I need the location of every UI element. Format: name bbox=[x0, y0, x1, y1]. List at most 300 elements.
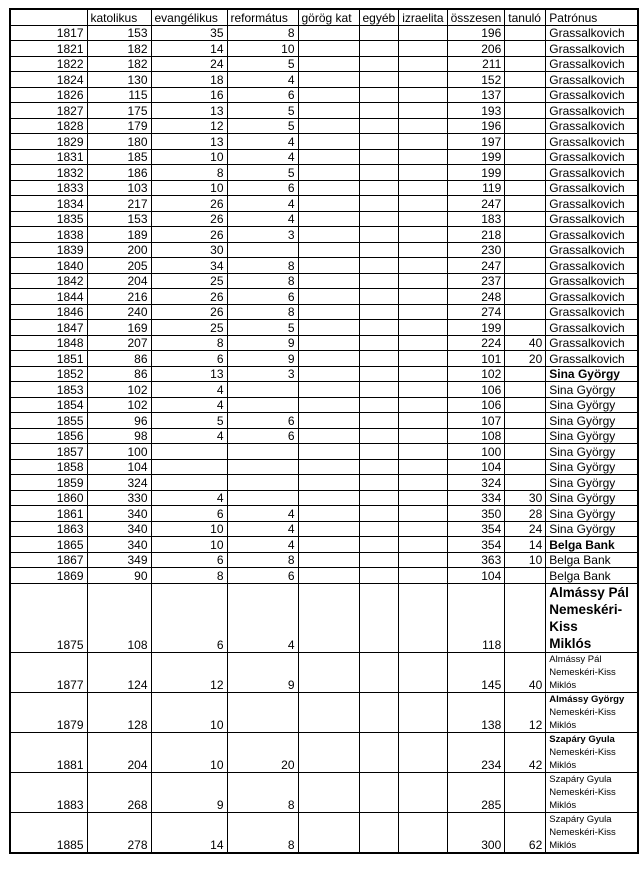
total-cell: 218 bbox=[447, 227, 505, 243]
greek-catholic-cell bbox=[298, 56, 359, 72]
israelite-cell bbox=[399, 692, 447, 732]
catholic-cell: 102 bbox=[87, 397, 151, 413]
students-cell bbox=[505, 72, 546, 88]
total-cell: 197 bbox=[447, 134, 505, 150]
total-cell: 108 bbox=[447, 428, 505, 444]
israelite-cell bbox=[399, 196, 447, 212]
other-cell bbox=[359, 118, 399, 134]
patron-cell bbox=[546, 506, 638, 522]
greek-catholic-cell bbox=[298, 335, 359, 351]
israelite-cell bbox=[399, 652, 447, 692]
greek-catholic-cell bbox=[298, 25, 359, 41]
reformed-cell: 9 bbox=[227, 652, 298, 692]
reformed-cell: 20 bbox=[227, 732, 298, 772]
table-row bbox=[10, 812, 638, 853]
israelite-cell bbox=[399, 772, 447, 812]
students-cell bbox=[505, 196, 546, 212]
total-cell: 206 bbox=[447, 41, 505, 57]
table-row bbox=[10, 165, 638, 181]
patron-line: Belga Bank bbox=[549, 537, 615, 552]
greek-catholic-cell bbox=[298, 196, 359, 212]
israelite-cell bbox=[399, 475, 447, 491]
greek-catholic-cell bbox=[298, 552, 359, 568]
evangelical-cell: 6 bbox=[151, 552, 227, 568]
patron-line: Szapáry Gyula bbox=[549, 813, 612, 825]
students-cell bbox=[505, 211, 546, 227]
greek-catholic-cell bbox=[298, 382, 359, 398]
students-cell: 40 bbox=[505, 652, 546, 692]
catholic-cell: 124 bbox=[87, 652, 151, 692]
students-cell bbox=[505, 165, 546, 181]
catholic-cell: 104 bbox=[87, 459, 151, 475]
catholic-cell: 179 bbox=[87, 118, 151, 134]
total-cell: 248 bbox=[447, 289, 505, 305]
reformed-cell: 4 bbox=[227, 211, 298, 227]
israelite-cell bbox=[399, 428, 447, 444]
table-row bbox=[10, 490, 638, 506]
total-cell: 199 bbox=[447, 165, 505, 181]
greek-catholic-cell bbox=[298, 397, 359, 413]
catholic-cell: 100 bbox=[87, 444, 151, 460]
israelite-cell bbox=[399, 490, 447, 506]
greek-catholic-cell bbox=[298, 732, 359, 772]
patron-cell bbox=[546, 583, 638, 652]
evangelical-cell: 6 bbox=[151, 583, 227, 652]
year-cell: 1821 bbox=[10, 41, 87, 57]
patron-line: Grassalkovich bbox=[549, 289, 625, 304]
evangelical-cell: 16 bbox=[151, 87, 227, 103]
patron-cell bbox=[546, 552, 638, 568]
students-cell bbox=[505, 320, 546, 336]
israelite-cell bbox=[399, 134, 447, 150]
israelite-cell bbox=[399, 87, 447, 103]
israelite-cell bbox=[399, 149, 447, 165]
evangelical-cell: 4 bbox=[151, 428, 227, 444]
catholic-cell: 96 bbox=[87, 413, 151, 429]
students-cell bbox=[505, 41, 546, 57]
israelite-cell bbox=[399, 56, 447, 72]
table-row bbox=[10, 521, 638, 537]
total-cell: 285 bbox=[447, 772, 505, 812]
israelite-cell bbox=[399, 732, 447, 772]
evangelical-cell: 25 bbox=[151, 320, 227, 336]
greek-catholic-cell bbox=[298, 227, 359, 243]
patron-line: Sina György bbox=[549, 522, 616, 536]
reformed-cell: 5 bbox=[227, 320, 298, 336]
evangelical-cell: 34 bbox=[151, 258, 227, 274]
year-cell: 1877 bbox=[10, 652, 87, 692]
greek-catholic-cell bbox=[298, 211, 359, 227]
reformed-cell: 4 bbox=[227, 134, 298, 150]
greek-catholic-cell bbox=[298, 87, 359, 103]
catholic-cell: 349 bbox=[87, 552, 151, 568]
header-catholic: katolikus bbox=[87, 9, 151, 25]
table-row bbox=[10, 475, 638, 491]
table-row bbox=[10, 41, 638, 57]
other-cell bbox=[359, 258, 399, 274]
catholic-cell: 153 bbox=[87, 25, 151, 41]
patron-line: Grassalkovich bbox=[549, 41, 625, 56]
students-cell: 10 bbox=[505, 552, 546, 568]
other-cell bbox=[359, 382, 399, 398]
header-total: összesen bbox=[447, 9, 505, 25]
patron-line: Grassalkovich bbox=[549, 165, 625, 180]
students-cell bbox=[505, 475, 546, 491]
catholic-cell: 103 bbox=[87, 180, 151, 196]
table-row bbox=[10, 103, 638, 119]
evangelical-cell: 13 bbox=[151, 366, 227, 382]
patron-cell bbox=[546, 475, 638, 491]
catholic-cell: 102 bbox=[87, 382, 151, 398]
total-cell: 334 bbox=[447, 490, 505, 506]
table-row bbox=[10, 242, 638, 258]
patron-line: Sina György bbox=[549, 429, 616, 443]
patron-cell bbox=[546, 72, 638, 88]
israelite-cell bbox=[399, 165, 447, 181]
other-cell bbox=[359, 335, 399, 351]
table-row bbox=[10, 692, 638, 732]
greek-catholic-cell bbox=[298, 428, 359, 444]
year-cell: 1863 bbox=[10, 521, 87, 537]
reformed-cell: 4 bbox=[227, 72, 298, 88]
reformed-cell bbox=[227, 242, 298, 258]
other-cell bbox=[359, 227, 399, 243]
israelite-cell bbox=[399, 258, 447, 274]
other-cell bbox=[359, 397, 399, 413]
patron-line: Grassalkovich bbox=[549, 243, 625, 257]
patron-cell bbox=[546, 41, 638, 57]
total-cell: 102 bbox=[447, 366, 505, 382]
reformed-cell bbox=[227, 475, 298, 491]
reformed-cell: 10 bbox=[227, 41, 298, 57]
patron-line: Nemeskéri-Kiss bbox=[549, 666, 616, 678]
total-cell: 101 bbox=[447, 351, 505, 367]
evangelical-cell: 26 bbox=[151, 227, 227, 243]
other-cell bbox=[359, 25, 399, 41]
israelite-cell bbox=[399, 72, 447, 88]
reformed-cell: 6 bbox=[227, 428, 298, 444]
total-cell: 152 bbox=[447, 72, 505, 88]
patron-line: Almássy Pál bbox=[549, 584, 629, 600]
israelite-cell bbox=[399, 812, 447, 853]
greek-catholic-cell bbox=[298, 521, 359, 537]
israelite-cell bbox=[399, 335, 447, 351]
reformed-cell: 4 bbox=[227, 196, 298, 212]
greek-catholic-cell bbox=[298, 490, 359, 506]
israelite-cell bbox=[399, 211, 447, 227]
patron-cell bbox=[546, 196, 638, 212]
israelite-cell bbox=[399, 273, 447, 289]
patron-cell bbox=[546, 56, 638, 72]
table-row bbox=[10, 382, 638, 398]
other-cell bbox=[359, 568, 399, 584]
patron-cell bbox=[546, 335, 638, 351]
other-cell bbox=[359, 506, 399, 522]
israelite-cell bbox=[399, 521, 447, 537]
evangelical-cell: 8 bbox=[151, 165, 227, 181]
evangelical-cell: 13 bbox=[151, 103, 227, 119]
students-cell: 14 bbox=[505, 537, 546, 553]
patron-line: Miklós bbox=[549, 759, 577, 771]
table-row bbox=[10, 413, 638, 429]
year-cell: 1853 bbox=[10, 382, 87, 398]
reformed-cell bbox=[227, 444, 298, 460]
evangelical-cell: 5 bbox=[151, 413, 227, 429]
patron-line: Grassalkovich bbox=[549, 134, 625, 149]
reformed-cell: 3 bbox=[227, 366, 298, 382]
evangelical-cell: 26 bbox=[151, 304, 227, 320]
patron-line: Grassalkovich bbox=[549, 258, 625, 273]
statistics-table bbox=[9, 8, 639, 854]
evangelical-cell: 4 bbox=[151, 490, 227, 506]
students-cell: 42 bbox=[505, 732, 546, 772]
israelite-cell bbox=[399, 552, 447, 568]
total-cell: 106 bbox=[447, 382, 505, 398]
patron-cell bbox=[546, 397, 638, 413]
students-cell bbox=[505, 258, 546, 274]
evangelical-cell: 4 bbox=[151, 397, 227, 413]
israelite-cell bbox=[399, 320, 447, 336]
patron-line: Grassalkovich bbox=[549, 320, 625, 335]
students-cell: 20 bbox=[505, 351, 546, 367]
greek-catholic-cell bbox=[298, 537, 359, 553]
year-cell: 1860 bbox=[10, 490, 87, 506]
total-cell: 183 bbox=[447, 211, 505, 227]
greek-catholic-cell bbox=[298, 258, 359, 274]
year-cell: 1879 bbox=[10, 692, 87, 732]
israelite-cell bbox=[399, 397, 447, 413]
israelite-cell bbox=[399, 304, 447, 320]
evangelical-cell: 10 bbox=[151, 692, 227, 732]
patron-line: Sina György bbox=[549, 475, 616, 490]
table-row bbox=[10, 583, 638, 652]
patron-line: Grassalkovich bbox=[549, 181, 625, 195]
reformed-cell: 6 bbox=[227, 87, 298, 103]
year-cell: 1827 bbox=[10, 103, 87, 119]
students-cell bbox=[505, 134, 546, 150]
greek-catholic-cell bbox=[298, 812, 359, 853]
reformed-cell: 8 bbox=[227, 25, 298, 41]
catholic-cell: 330 bbox=[87, 490, 151, 506]
israelite-cell bbox=[399, 366, 447, 382]
patron-cell bbox=[546, 180, 638, 196]
catholic-cell: 207 bbox=[87, 335, 151, 351]
patron-line: Grassalkovich bbox=[549, 305, 625, 319]
students-cell: 62 bbox=[505, 812, 546, 853]
evangelical-cell: 26 bbox=[151, 196, 227, 212]
reformed-cell: 6 bbox=[227, 413, 298, 429]
patron-line: Sina György bbox=[549, 382, 616, 397]
catholic-cell: 98 bbox=[87, 428, 151, 444]
catholic-cell: 108 bbox=[87, 583, 151, 652]
israelite-cell bbox=[399, 382, 447, 398]
table-row bbox=[10, 289, 638, 305]
patron-line: Nemeskéri-Kiss bbox=[549, 786, 616, 798]
evangelical-cell: 18 bbox=[151, 72, 227, 88]
students-cell bbox=[505, 772, 546, 812]
total-cell: 247 bbox=[447, 258, 505, 274]
greek-catholic-cell bbox=[298, 165, 359, 181]
reformed-cell bbox=[227, 490, 298, 506]
students-cell bbox=[505, 304, 546, 320]
other-cell bbox=[359, 134, 399, 150]
year-cell: 1858 bbox=[10, 459, 87, 475]
header-greek-catholic: görög kat bbox=[298, 9, 359, 25]
israelite-cell bbox=[399, 103, 447, 119]
evangelical-cell: 14 bbox=[151, 812, 227, 853]
table-row bbox=[10, 149, 638, 165]
patron-line: Kiss bbox=[549, 618, 578, 634]
year-cell: 1848 bbox=[10, 335, 87, 351]
reformed-cell: 4 bbox=[227, 521, 298, 537]
other-cell bbox=[359, 289, 399, 305]
catholic-cell: 128 bbox=[87, 692, 151, 732]
greek-catholic-cell bbox=[298, 72, 359, 88]
total-cell: 199 bbox=[447, 320, 505, 336]
year-cell: 1834 bbox=[10, 196, 87, 212]
patron-cell bbox=[546, 242, 638, 258]
evangelical-cell: 14 bbox=[151, 41, 227, 57]
patron-cell bbox=[546, 118, 638, 134]
evangelical-cell: 12 bbox=[151, 652, 227, 692]
students-cell bbox=[505, 382, 546, 398]
catholic-cell: 340 bbox=[87, 537, 151, 553]
evangelical-cell: 9 bbox=[151, 772, 227, 812]
greek-catholic-cell bbox=[298, 583, 359, 652]
patron-line: Sina György bbox=[549, 367, 620, 381]
reformed-cell: 9 bbox=[227, 351, 298, 367]
year-cell: 1867 bbox=[10, 552, 87, 568]
patron-line: Miklós bbox=[549, 635, 592, 651]
other-cell bbox=[359, 521, 399, 537]
students-cell bbox=[505, 428, 546, 444]
year-cell: 1824 bbox=[10, 72, 87, 88]
total-cell: 324 bbox=[447, 475, 505, 491]
patron-line: Sina György bbox=[549, 398, 616, 412]
table-row bbox=[10, 87, 638, 103]
table-row bbox=[10, 772, 638, 812]
patron-cell bbox=[546, 732, 638, 772]
patron-cell bbox=[546, 134, 638, 150]
patron-cell bbox=[546, 258, 638, 274]
patron-line: Grassalkovich bbox=[549, 103, 625, 118]
greek-catholic-cell bbox=[298, 366, 359, 382]
patron-cell bbox=[546, 273, 638, 289]
other-cell bbox=[359, 56, 399, 72]
patron-line: Grassalkovich bbox=[549, 351, 625, 366]
reformed-cell: 6 bbox=[227, 568, 298, 584]
table-row bbox=[10, 552, 638, 568]
year-cell: 1881 bbox=[10, 732, 87, 772]
patron-line: Grassalkovich bbox=[549, 57, 625, 71]
year-cell: 1842 bbox=[10, 273, 87, 289]
year-cell: 1861 bbox=[10, 506, 87, 522]
evangelical-cell: 24 bbox=[151, 56, 227, 72]
patron-line: Belga Bank bbox=[549, 553, 611, 567]
greek-catholic-cell bbox=[298, 351, 359, 367]
catholic-cell: 268 bbox=[87, 772, 151, 812]
catholic-cell: 180 bbox=[87, 134, 151, 150]
catholic-cell: 86 bbox=[87, 366, 151, 382]
total-cell: 354 bbox=[447, 537, 505, 553]
table-row bbox=[10, 351, 638, 367]
other-cell bbox=[359, 87, 399, 103]
students-cell bbox=[505, 273, 546, 289]
israelite-cell bbox=[399, 242, 447, 258]
evangelical-cell bbox=[151, 444, 227, 460]
reformed-cell bbox=[227, 692, 298, 732]
students-cell: 30 bbox=[505, 490, 546, 506]
table-row bbox=[10, 258, 638, 274]
total-cell: 224 bbox=[447, 335, 505, 351]
students-cell: 12 bbox=[505, 692, 546, 732]
total-cell: 247 bbox=[447, 196, 505, 212]
israelite-cell bbox=[399, 444, 447, 460]
evangelical-cell: 30 bbox=[151, 242, 227, 258]
greek-catholic-cell bbox=[298, 652, 359, 692]
greek-catholic-cell bbox=[298, 692, 359, 732]
year-cell: 1883 bbox=[10, 772, 87, 812]
students-cell bbox=[505, 87, 546, 103]
evangelical-cell: 10 bbox=[151, 537, 227, 553]
total-cell: 104 bbox=[447, 568, 505, 584]
patron-cell bbox=[546, 413, 638, 429]
catholic-cell: 278 bbox=[87, 812, 151, 853]
total-cell: 196 bbox=[447, 118, 505, 134]
reformed-cell bbox=[227, 397, 298, 413]
table-row bbox=[10, 366, 638, 382]
patron-line: Grassalkovich bbox=[549, 227, 625, 242]
other-cell bbox=[359, 459, 399, 475]
reformed-cell: 4 bbox=[227, 537, 298, 553]
other-cell bbox=[359, 812, 399, 853]
israelite-cell bbox=[399, 506, 447, 522]
catholic-cell: 169 bbox=[87, 320, 151, 336]
year-cell: 1828 bbox=[10, 118, 87, 134]
patron-line: Almássy György bbox=[549, 693, 625, 705]
other-cell bbox=[359, 583, 399, 652]
patron-cell bbox=[546, 211, 638, 227]
greek-catholic-cell bbox=[298, 149, 359, 165]
table-row bbox=[10, 397, 638, 413]
israelite-cell bbox=[399, 413, 447, 429]
catholic-cell: 340 bbox=[87, 521, 151, 537]
other-cell bbox=[359, 320, 399, 336]
students-cell: 40 bbox=[505, 335, 546, 351]
students-cell: 24 bbox=[505, 521, 546, 537]
israelite-cell bbox=[399, 459, 447, 475]
total-cell: 104 bbox=[447, 459, 505, 475]
evangelical-cell: 13 bbox=[151, 134, 227, 150]
patron-cell bbox=[546, 103, 638, 119]
reformed-cell: 4 bbox=[227, 149, 298, 165]
table-row bbox=[10, 227, 638, 243]
evangelical-cell: 35 bbox=[151, 25, 227, 41]
total-cell: 118 bbox=[447, 583, 505, 652]
reformed-cell bbox=[227, 459, 298, 475]
israelite-cell bbox=[399, 289, 447, 305]
catholic-cell: 90 bbox=[87, 568, 151, 584]
patron-line: Sina György bbox=[549, 413, 616, 428]
table-row bbox=[10, 537, 638, 553]
total-cell: 300 bbox=[447, 812, 505, 853]
catholic-cell: 186 bbox=[87, 165, 151, 181]
patron-cell bbox=[546, 772, 638, 812]
patron-cell bbox=[546, 304, 638, 320]
other-cell bbox=[359, 428, 399, 444]
reformed-cell: 3 bbox=[227, 227, 298, 243]
year-cell: 1875 bbox=[10, 583, 87, 652]
